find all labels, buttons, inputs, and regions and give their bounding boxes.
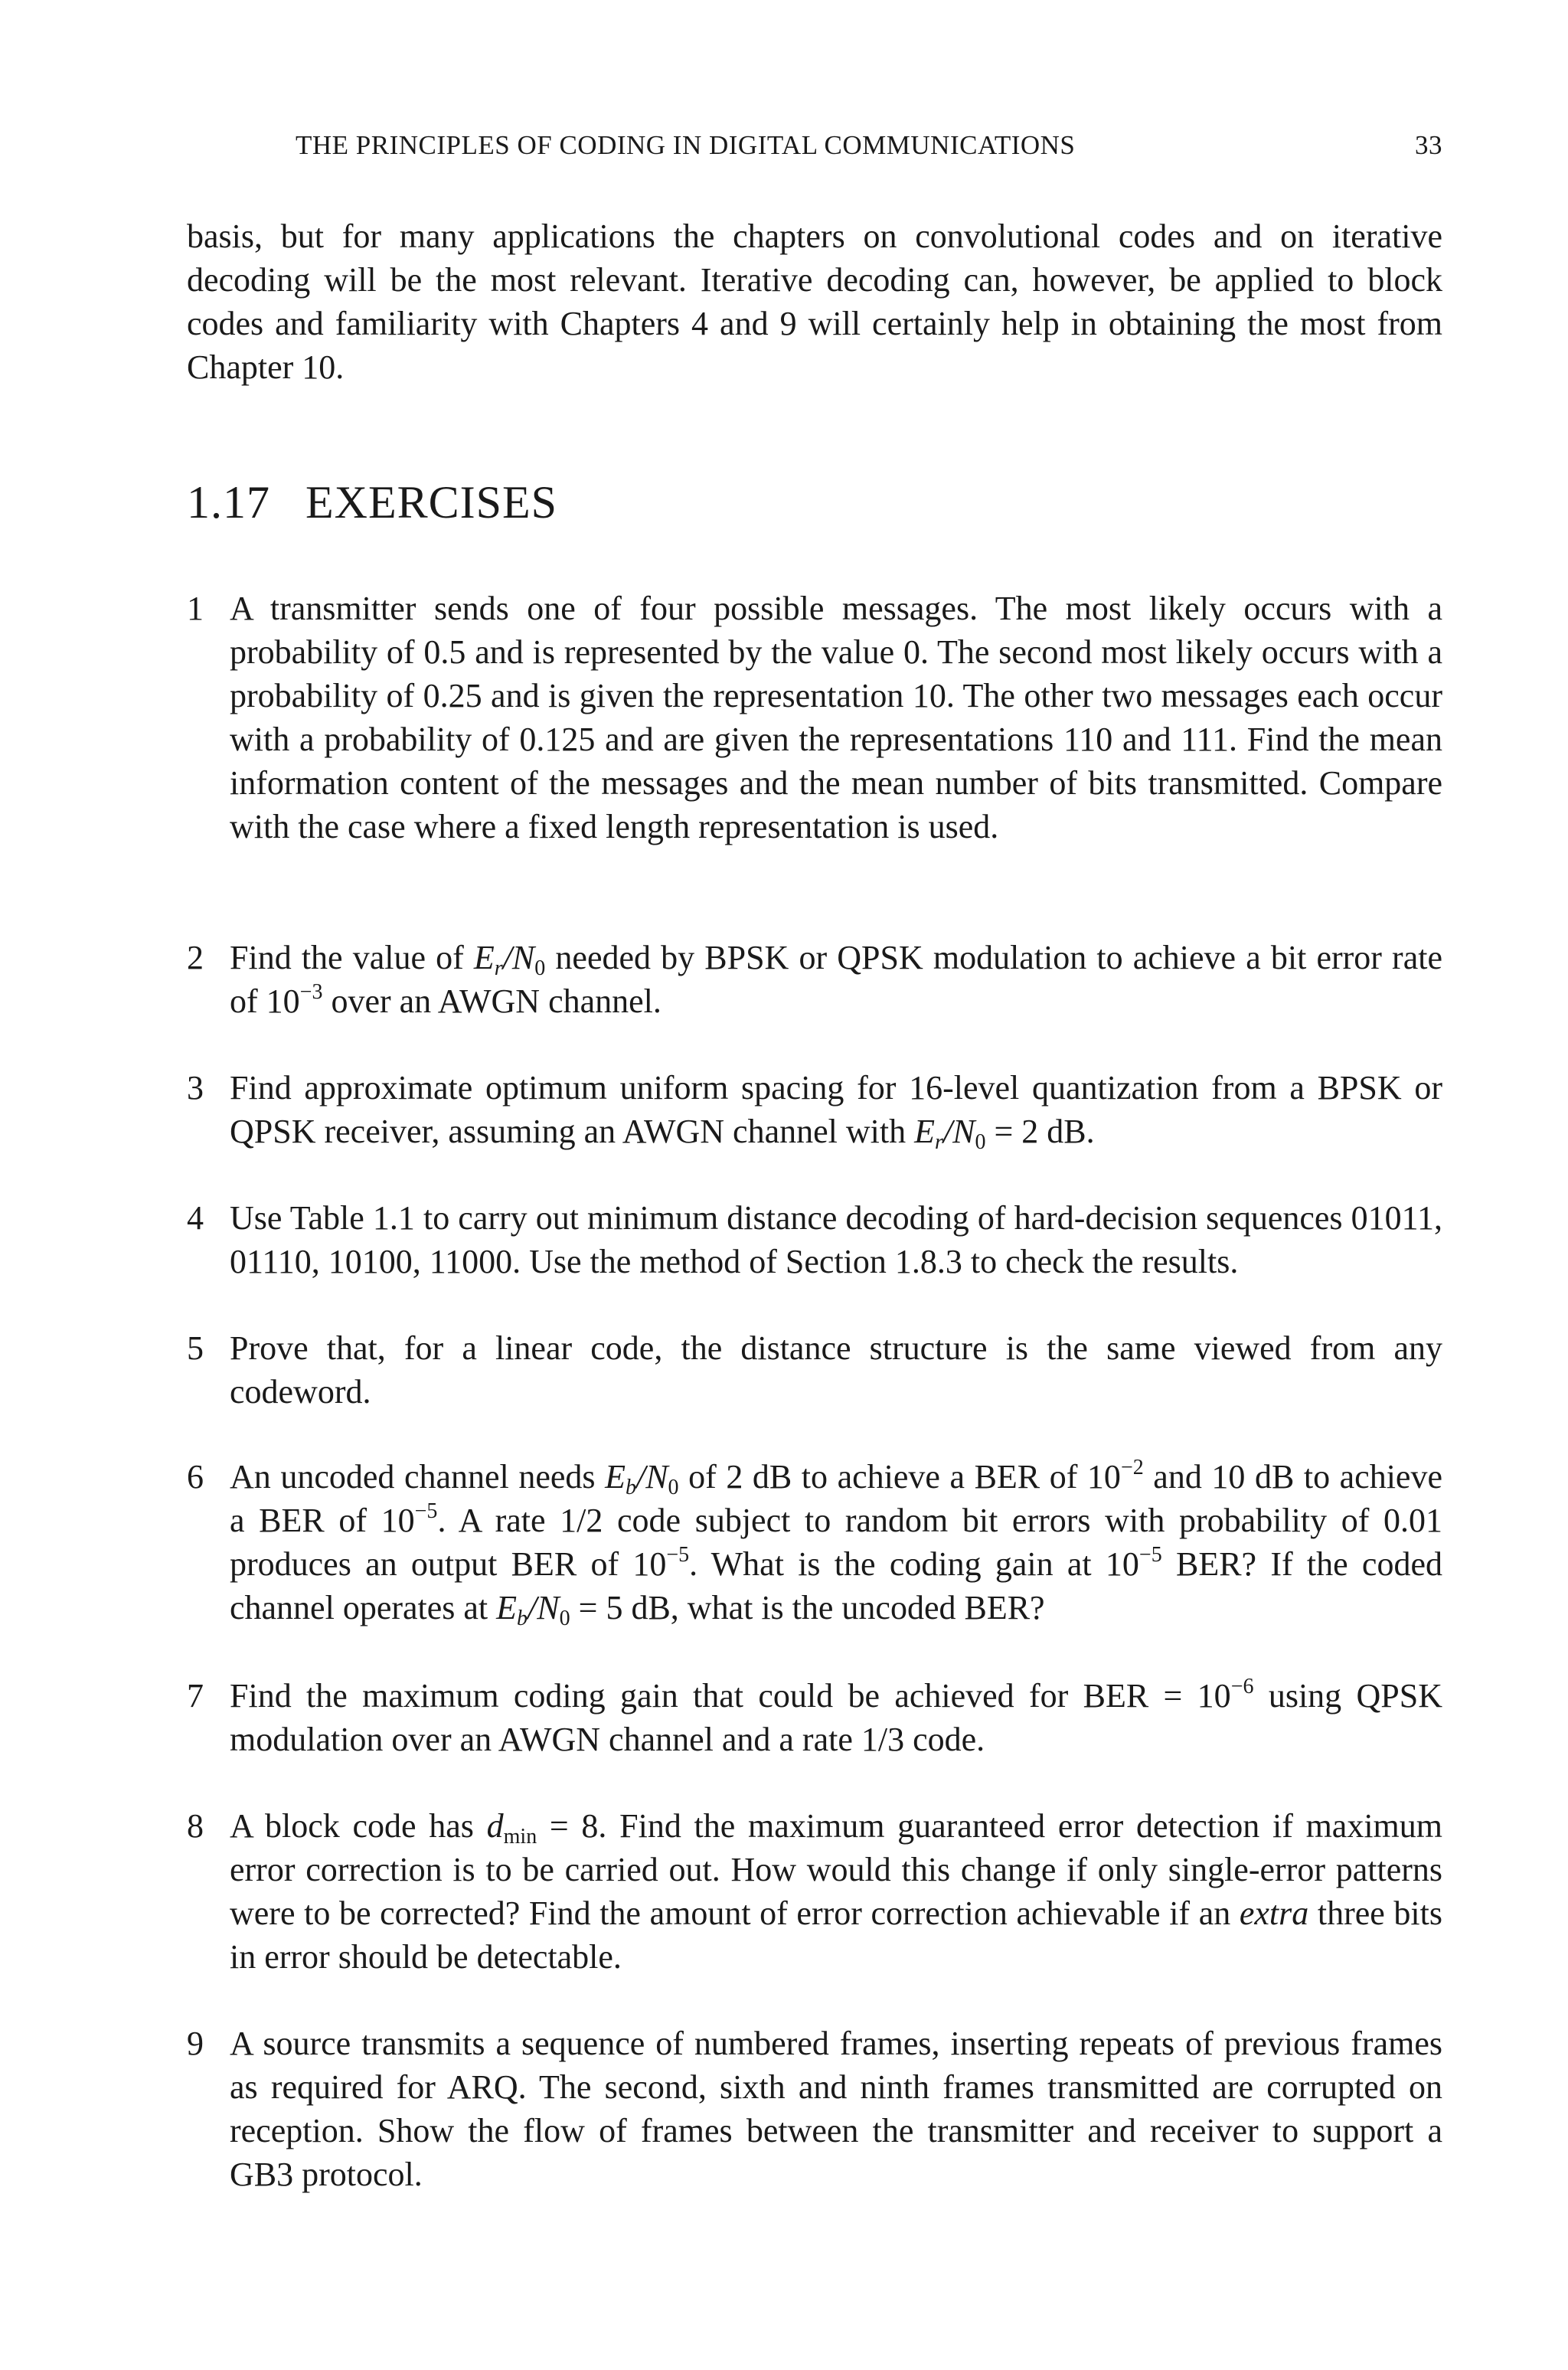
running-head-title: THE PRINCIPLES OF CODING IN DIGITAL COMMUNICATIONS (296, 130, 1076, 160)
exercise-9-text: A source transmits a sequence of numbered frames, inserting repeats of previous frames as required for ARQ. The second, sixth and ninth frames transmitted are corrupted on reception. Show the flow of frames between the transmitter and receiver to support a GB3 protocol. (230, 2025, 1442, 2193)
exercise-5-text: Prove that, for a linear code, the distance structure is the same viewed from any codeword. (230, 1329, 1442, 1411)
exercise-number: 4 (187, 1199, 204, 1237)
exercise-number: 8 (187, 1807, 204, 1845)
exercise-6-text: An uncoded channel needs $E_b/N_0$ of 2 dB to achieve a BER of $10^{-2}$ and 10 dB to achieve a BER of $10^{-5}$. A rate 1/2 code subject to random bit errors with probability of 0.01 produces an output BER of $10^{-5}$. What is the coding gain at $10^{-5}$ BER? If the coded channel operates at $E_b/N_0 = 5$ dB, what is the uncoded BER? (230, 1456, 1442, 1630)
exercise-2-text: Find the value of $E_r/N_0$ needed by BPSK or QPSK modulation to achieve a bit error rate of $10^{-3}$ over an AWGN channel. (230, 939, 1442, 1020)
exercise-8-text: A block code has $d_{min} = 8$. Find the maximum guaranteed error detection if maximum error correction is to be carried out. How would this change if only single-error patterns were to be corrected? Find the amount of error correction achievable if an extra three bits in error should be detectable. (230, 1807, 1442, 1976)
exercise-1-text: A transmitter sends one of four possible messages. The most likely occurs with a probability of 0.5 and is represented by the value 0. The second most likely occurs with a probability of 0.25 and is given the representation 10. The other two messages each occur with a probability of 0.125 and are given the representations 110 and 111. Find the mean information content of the messages and the mean number of bits transmitted. Compare with the case where a fixed length representation is used. (230, 590, 1442, 845)
exercise-number: 6 (187, 1458, 204, 1496)
exercise-number: 9 (187, 2025, 204, 2062)
exercise-4-text: Use Table 1.1 to carry out minimum distance decoding of hard-decision sequences 01011, 01110, 10100, 11000. Use the method of Section 1.8.3 to check the results. (230, 1199, 1442, 1280)
exercise-number: 5 (187, 1329, 204, 1367)
exercise-number: 1 (187, 590, 204, 627)
exercise-number: 2 (187, 939, 204, 976)
section-heading (187, 475, 557, 530)
exercise-number: 7 (187, 1677, 204, 1715)
section-title: EXERCISES (305, 477, 558, 528)
page-number: 33 (1415, 130, 1442, 160)
section-number: 1.17 (187, 477, 270, 528)
exercise-3-text: Find approximate optimum uniform spacing for 16-level quantization from a BPSK or QPSK receiver, assuming an AWGN channel with $E_r/N_0 = 2$ dB. (230, 1069, 1442, 1154)
intro-paragraph: basis, but for many applications the chapters on convolutional codes and on iterative decoding will be the most relevant. Iterative decoding can, however, be applied to block codes and familiarity with Chapters 4 and 9 will certainly help in obtaining the most from Chapter 10. (187, 217, 1442, 386)
exercise-number: 3 (187, 1069, 204, 1107)
exercise-7-text: Find the maximum coding gain that could be achieved for BER = $10^{-6}$ using QPSK modulation over an AWGN channel and a rate 1/3 code. (230, 1675, 1442, 1758)
